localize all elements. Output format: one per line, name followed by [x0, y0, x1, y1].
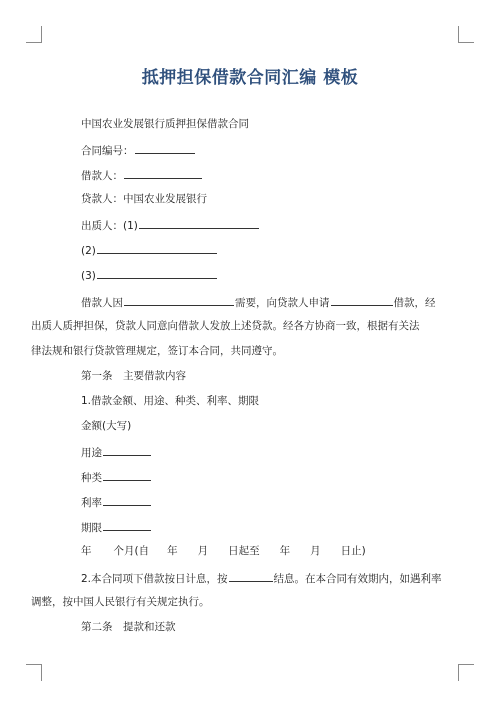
term-line [81, 519, 152, 535]
pledgor-index-3: (3) [81, 270, 96, 282]
document-title: 抵押担保借款合同汇编 模板 [141, 68, 359, 88]
borrower-blank [124, 167, 202, 179]
date-day-to: 日起至 [228, 545, 260, 557]
purpose-line [81, 444, 152, 460]
item-2-line-1 [81, 570, 442, 586]
para1-text-b: 需要，向贷款人申请 [235, 297, 330, 309]
pledgor-line-1 [81, 217, 260, 233]
crop-mark-bottom-left [41, 664, 42, 681]
kind-line [81, 469, 152, 485]
crop-mark-top-left [41, 26, 42, 43]
para1-text-a: 借款人因 [81, 297, 123, 309]
pledgor-blank-3 [97, 267, 217, 279]
settlement-blank [229, 570, 273, 582]
paragraph-1-line-1 [81, 294, 436, 310]
kind-label: 种类 [81, 472, 102, 484]
amount-label: 金额(大写) [81, 420, 132, 432]
contract-heading: 中国农业发展银行质押担保借款合同 [81, 118, 249, 130]
item2-text-a: 2.本合同项下借款按日计息，按 [81, 573, 228, 585]
paragraph-1-line-3: 律法规和银行贷款管理规定，签订本合同，共同遵守。 [31, 345, 283, 357]
purpose-field-blank [103, 444, 151, 456]
rate-field-blank [103, 494, 151, 506]
item-1: 1.借款金额、用途、种类、利率、期限 [81, 395, 260, 407]
crop-mark-bottom-right [458, 664, 474, 665]
crop-mark-top-left [26, 42, 42, 43]
term-label: 期限 [81, 522, 102, 534]
lender-line: 贷款人：中国农业发展银行 [81, 193, 207, 205]
contract-number-blank [135, 142, 195, 154]
contract-number-label: 合同编号： [81, 145, 134, 157]
purpose-label: 用途 [81, 447, 102, 459]
date-months-from: 个月(自 [113, 545, 150, 557]
item-2-line-2: 调整，按中国人民银行有关规定执行。 [31, 596, 210, 608]
date-month: 月 [197, 545, 209, 557]
contract-number-line [81, 142, 196, 158]
item2-text-b: 结息。在本合同有效期内，如遇利率 [273, 573, 442, 585]
pledgor-blank-2 [97, 242, 217, 254]
crop-mark-top-right [458, 26, 459, 43]
article-2-heading: 第二条 提款和还款 [81, 621, 176, 633]
rate-label: 利率 [81, 497, 102, 509]
date-year: 年 [167, 545, 178, 557]
pledgor-line-3 [81, 267, 218, 283]
para1-text-c: 借款，经 [393, 297, 436, 309]
crop-mark-bottom-right [458, 664, 459, 681]
paragraph-1-line-2: 出质人质押担保，贷款人同意向借款人发放上述贷款。经各方协商一致，根据有关法 [31, 320, 420, 332]
date-month: 月 [310, 545, 321, 557]
borrower-line [81, 167, 203, 183]
date-range-line [81, 544, 366, 558]
crop-mark-bottom-left [26, 664, 42, 665]
pledgor-blank-1 [139, 217, 259, 229]
loan-amount-blank [331, 294, 393, 306]
date-year: 年 [81, 545, 92, 557]
pledgor-label: 出质人：(1) [81, 220, 138, 232]
pledgor-index-2: (2) [81, 245, 96, 257]
kind-field-blank [103, 469, 151, 481]
borrower-label: 借款人： [81, 170, 123, 182]
term-field-blank [103, 519, 151, 531]
crop-mark-top-right [458, 42, 474, 43]
rate-line [81, 494, 152, 510]
purpose-blank [124, 294, 234, 306]
date-day-end: 日止) [340, 545, 366, 557]
pledgor-line-2 [81, 242, 218, 258]
article-1-heading: 第一条 主要借款内容 [81, 370, 186, 382]
date-year: 年 [279, 545, 291, 557]
